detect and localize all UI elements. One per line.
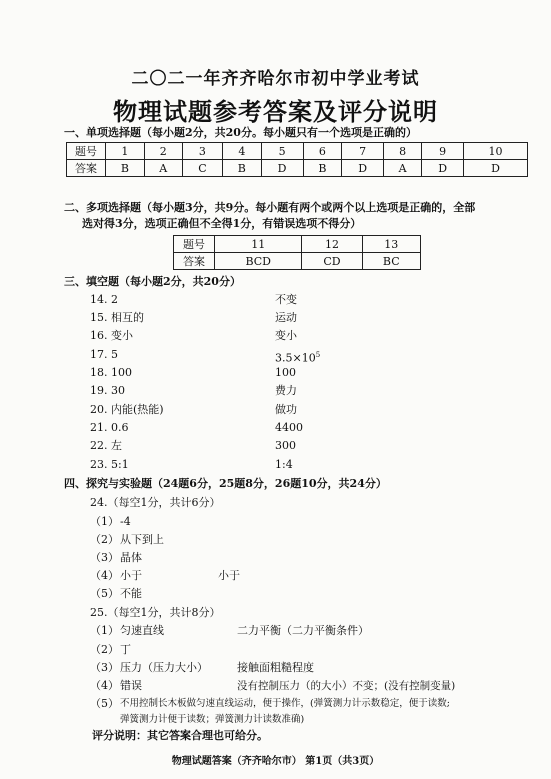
list-item: 二力平衡（二力平衡条件） xyxy=(237,624,369,637)
list-item: 16. 变小 xyxy=(90,329,133,342)
table-cell: 8 xyxy=(384,143,422,160)
table-cell: D xyxy=(464,160,528,177)
table-cell: A xyxy=(144,160,182,177)
table-cell: B xyxy=(303,160,342,177)
list-item: 14. 2 xyxy=(90,293,118,306)
section4-heading: 四、探究与实验题（24题6分，25题8分，26题10分，共24分） xyxy=(64,477,387,490)
list-item: 运动 xyxy=(275,311,297,324)
list-item: （2） xyxy=(90,533,119,546)
table-cell: 13 xyxy=(362,236,420,253)
table-cell: B xyxy=(106,160,145,177)
list-item: 晶体 xyxy=(120,551,142,564)
list-item: 丁 xyxy=(120,643,131,656)
table-header-cell: 答案 xyxy=(67,160,106,177)
list-item: （5） xyxy=(90,587,119,600)
question-24-title: 24.（每空1分，共计6分） xyxy=(90,496,221,509)
list-item: $3.5\times 10^5$ xyxy=(275,351,321,365)
list-item: 不能 xyxy=(120,587,142,600)
table-cell: 1 xyxy=(106,143,145,160)
section3-heading: 三、填空题（每小题2分，共20分） xyxy=(64,275,241,288)
table-row xyxy=(67,160,528,177)
list-item: （4） xyxy=(90,569,119,582)
list-item: 匀速直线 xyxy=(120,624,164,637)
list-item: 做功 xyxy=(275,403,297,416)
page-footer: 物理试题答案（齐齐哈尔市） 第1页（共3页） xyxy=(171,756,380,767)
document-title: 物理试题参考答案及评分说明 xyxy=(113,97,438,126)
list-item: 接触面粗糙程度 xyxy=(237,661,314,674)
table-cell: 5 xyxy=(261,143,303,160)
table-cell: 7 xyxy=(342,143,384,160)
table-cell: D xyxy=(342,160,384,177)
list-item: 20. 内能(热能) xyxy=(90,403,164,416)
list-item: （5） xyxy=(90,697,119,710)
table-cell: 6 xyxy=(303,143,342,160)
section2-heading-line2: 选对得3分，选项正确但不全得1分，有错误选项不得分） xyxy=(82,217,362,230)
list-item: 小于 xyxy=(218,569,240,582)
section1-answer-table xyxy=(66,142,528,177)
table-cell: 10 xyxy=(464,143,528,160)
list-item: 压力（压力大小） xyxy=(120,661,208,674)
table-cell: BCD xyxy=(215,253,302,270)
list-item: 15. 相互的 xyxy=(90,311,144,324)
table-cell: 9 xyxy=(422,143,464,160)
table-cell: BC xyxy=(362,253,420,270)
scoring-note: 评分说明：其它答案合理也可给分。 xyxy=(92,729,268,742)
table-cell: 11 xyxy=(215,236,302,253)
list-item: 4400 xyxy=(275,421,303,434)
list-item: 1:4 xyxy=(275,458,293,471)
list-item: 没有控制压力（的大小）不变；(没有控制变量) xyxy=(237,680,456,692)
list-item: （1） xyxy=(90,515,119,528)
list-item: （2） xyxy=(90,643,119,656)
list-item: （4） xyxy=(90,679,119,692)
table-header-cell: 题号 xyxy=(174,236,215,253)
list-item: 弹簧测力计便于读数；弹簧测力计读数准确) xyxy=(120,714,305,725)
table-cell: D xyxy=(261,160,303,177)
section2-answer-table xyxy=(173,235,421,270)
list-item: （3） xyxy=(90,661,119,674)
table-cell: D xyxy=(422,160,464,177)
section1-heading: 一、单项选择题（每小题2分，共20分。每小题只有一个选项是正确的） xyxy=(64,126,417,139)
table-cell: 4 xyxy=(222,143,261,160)
table-cell: 2 xyxy=(144,143,182,160)
table-header-cell: 答案 xyxy=(174,253,215,270)
list-item: -4 xyxy=(120,515,131,528)
table-cell: CD xyxy=(302,253,362,270)
table-cell: 3 xyxy=(182,143,222,160)
list-item: 17. 5 xyxy=(90,348,118,361)
list-item: 18. 100 xyxy=(90,366,132,379)
list-item: 变小 xyxy=(275,329,297,342)
list-item: 从下到上 xyxy=(120,533,164,546)
list-item: 100 xyxy=(275,366,296,379)
table-cell: A xyxy=(384,160,422,177)
table-row xyxy=(67,143,528,160)
section2-heading-line1: 二、多项选择题（每小题3分，共9分。每小题有两个或两个以上选项是正确的，全部 xyxy=(64,201,476,214)
question-25-title: 25.（每空1分，共计8分） xyxy=(90,606,221,619)
table-header-cell: 题号 xyxy=(67,143,106,160)
list-item: 错误 xyxy=(120,679,142,692)
list-item: 21. 0.6 xyxy=(90,421,129,434)
table-cell: 12 xyxy=(302,236,362,253)
list-item: 19. 30 xyxy=(90,384,125,397)
table-row xyxy=(174,253,421,270)
list-item: （1） xyxy=(90,624,119,637)
list-item: 小于 xyxy=(120,569,142,582)
list-item: 不用控制长木板做匀速直线运动，便于操作，(弹簧测力计示数稳定，便于读数; xyxy=(120,698,450,709)
exam-title: 二〇二一年齐齐哈尔市初中学业考试 xyxy=(131,69,420,89)
list-item: （3） xyxy=(90,551,119,564)
table-row xyxy=(174,236,421,253)
table-cell: C xyxy=(182,160,222,177)
list-item: 23. 5:1 xyxy=(90,458,129,471)
list-item: 22. 左 xyxy=(90,439,122,452)
list-item: 300 xyxy=(275,439,296,452)
list-item: 不变 xyxy=(275,293,297,306)
table-cell: B xyxy=(222,160,261,177)
list-item: 费力 xyxy=(275,384,297,397)
